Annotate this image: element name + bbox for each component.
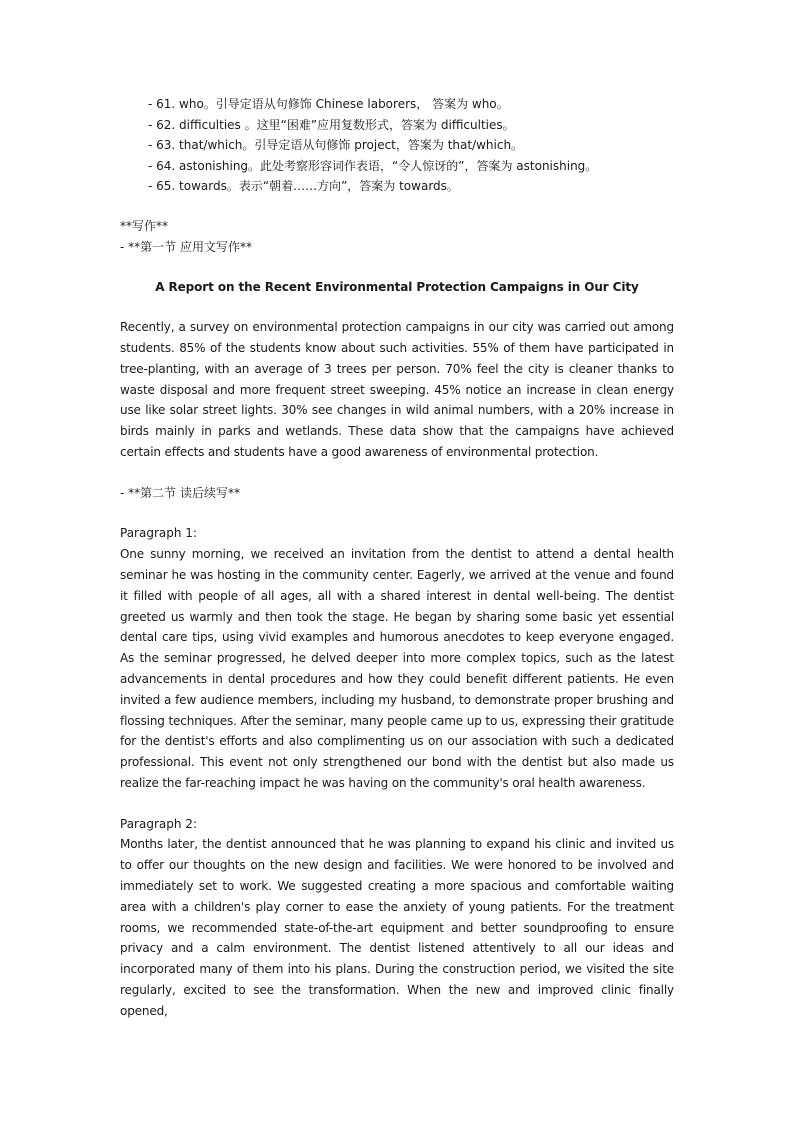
section1-heading: - **第一节 应用文写作** bbox=[120, 239, 252, 254]
paragraph2-label: Paragraph 2: bbox=[120, 816, 197, 831]
list-item: - 61. who。引导定语从句修饰 Chinese laborers， 答案为 who。 bbox=[148, 97, 509, 111]
writing-heading: **写作** bbox=[120, 218, 169, 233]
list-item: - 64. astonishing。此处考察形容词作表语，“令人惊讶的”，答案为 astonishing。 bbox=[148, 158, 598, 173]
section2-heading: - **第二节 读后续写** bbox=[120, 485, 240, 500]
list-item: - 63. that/which。引导定语从句修饰 project，答案为 that/which。 bbox=[148, 138, 524, 153]
answer-list bbox=[120, 94, 674, 197]
list-item: - 62. difficulties 。这里“困难”应用复数形式，答案为 difficulties。 bbox=[148, 117, 515, 132]
list-item: - 65. towards。表示“朝着……方向”，答案为 towards。 bbox=[148, 179, 459, 194]
report-title: A Report on the Recent Environmental Protection Campaigns in Our City bbox=[155, 280, 639, 295]
paragraph1-label: Paragraph 1: bbox=[120, 526, 197, 541]
report-body: Recently, a survey on environmental protection campaigns in our city was carried out among students. 85% of the students know about such activities. 55% of them have participated in tree-planting, with an average of 3 trees per person. 70% feel the city is cleaner thanks to waste disposal and more frequent street sweeping. 45% notice an increase in clean energy use like solar street lights. 30% see changes in wild animal numbers, with a 20% increase in birds mainly in parks and wetlands. These data show that the campaigns have achieved certain effects and students have a good awareness of environmental protection. bbox=[120, 320, 674, 459]
document-page bbox=[120, 94, 674, 1022]
paragraph2-body: Months later, the dentist announced that he was planning to expand his clinic and invited us to offer our thoughts on the new design and facilities. We were honored to be involved and immediately set to work. We suggested creating a more spacious and comfortable waiting area with a children's play corner to ease the anxiety of young patients. For the treatment rooms, we recommended state-of-the-art equipment and better soundproofing to ensure privacy and a calm environment. The dentist listened attentively to all our ideas and incorporated many of them into his plans. During the construction period, we visited the site regularly, excited to see the transformation. When the new and improved clinic finally opened, bbox=[120, 837, 674, 1018]
paragraph1-body: One sunny morning, we received an invitation from the dentist to attend a dental health seminar he was hosting in the community center. Eagerly, we arrived at the venue and found it filled with people of all ages, all with a shared interest in dental well-being. The dentist greeted us warmly and then took the stage. He began by sharing some basic yet essential dental care tips, using vivid examples and humorous anecdotes to keep everyone engaged. As the seminar progressed, he delved deeper into more complex topics, such as the latest advancements in dental procedures and how they could benefit different patients. He even invited a few audience members, including my husband, to demonstrate proper brushing and flossing techniques. After the seminar, many people came up to us, expressing their gratitude for the dentist's efforts and also complimenting us on our association with such a dedicated professional. This event not only strengthened our bond with the dentist but also made us realize the far-reaching impact he was having on the community's oral health awareness. bbox=[120, 547, 674, 790]
